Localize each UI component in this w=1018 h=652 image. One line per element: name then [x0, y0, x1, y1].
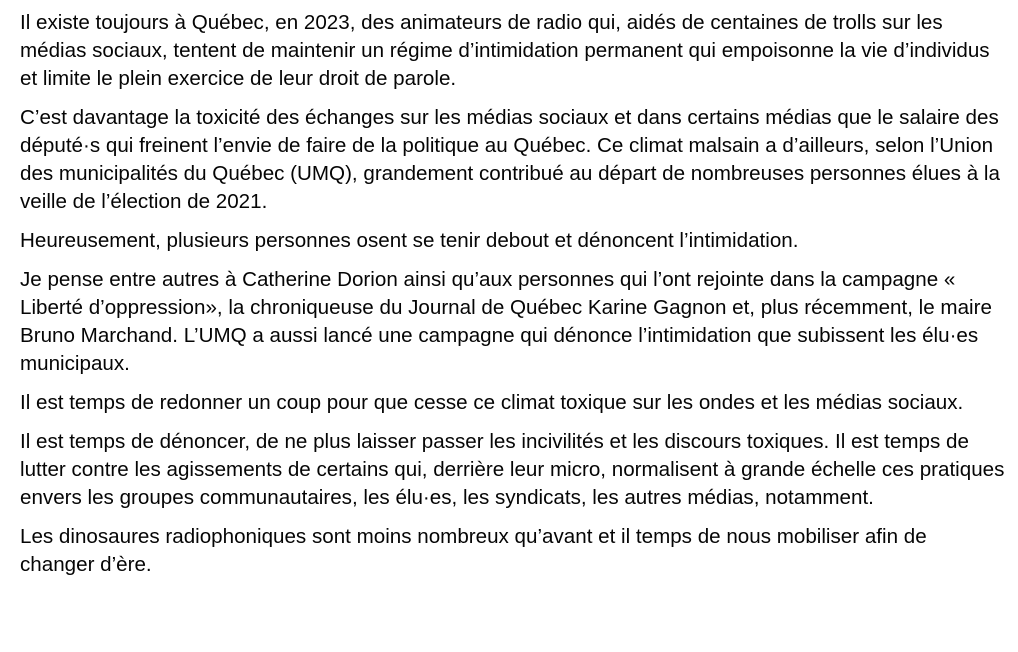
post-paragraph-1: Il existe toujours à Québec, en 2023, des animateurs de radio qui, aidés de centaines de trolls sur les médias sociaux, tentent de maintenir un régime d’intimidation permanent qui empoisonne la vie d’individus et limite le plein exercice de leur droit de parole.	[20, 11, 990, 90]
post-paragraph-3: Heureusement, plusieurs personnes osent se tenir debout et dénoncent l’intimidation.	[20, 229, 799, 252]
post-paragraph-7: Les dinosaures radiophoniques sont moins nombreux qu’avant et il temps de nous mobiliser afin de changer d’ère.	[20, 525, 927, 576]
post-paragraph-6: Il est temps de dénoncer, de ne plus laisser passer les incivilités et les discours toxiques. Il est temps de lutter contre les agissements de certains qui, derrière leur micro, normalisent à grande échelle ces pratiques envers les groupes communautaires, les élu·es, les syndicats, les autres médias, notamment.	[20, 430, 1005, 509]
post-paragraph-2: C’est davantage la toxicité des échanges sur les médias sociaux et dans certains médias que le salaire des député·s qui freinent l’envie de faire de la politique au Québec. Ce climat malsain a d’ailleurs, selon l’Union des municipalités du Québec (UMQ), grandement contribué au départ de nombreuses personnes élues à la veille de l’élection de 2021.	[20, 106, 1000, 213]
post-body	[20, 9, 1005, 590]
post-paragraph-5: Il est temps de redonner un coup pour que cesse ce climat toxique sur les ondes et les médias sociaux.	[20, 391, 964, 414]
post-paragraph-4: Je pense entre autres à Catherine Dorion ainsi qu’aux personnes qui l’ont rejointe dans la campagne « Liberté d’oppression», la chroniqueuse du Journal de Québec Karine Gagnon et, plus récemment, le maire Bruno Marchand. L’UMQ a aussi lancé une campagne qui dénonce l’intimidation que subissent les élu·es municipaux.	[20, 268, 992, 375]
